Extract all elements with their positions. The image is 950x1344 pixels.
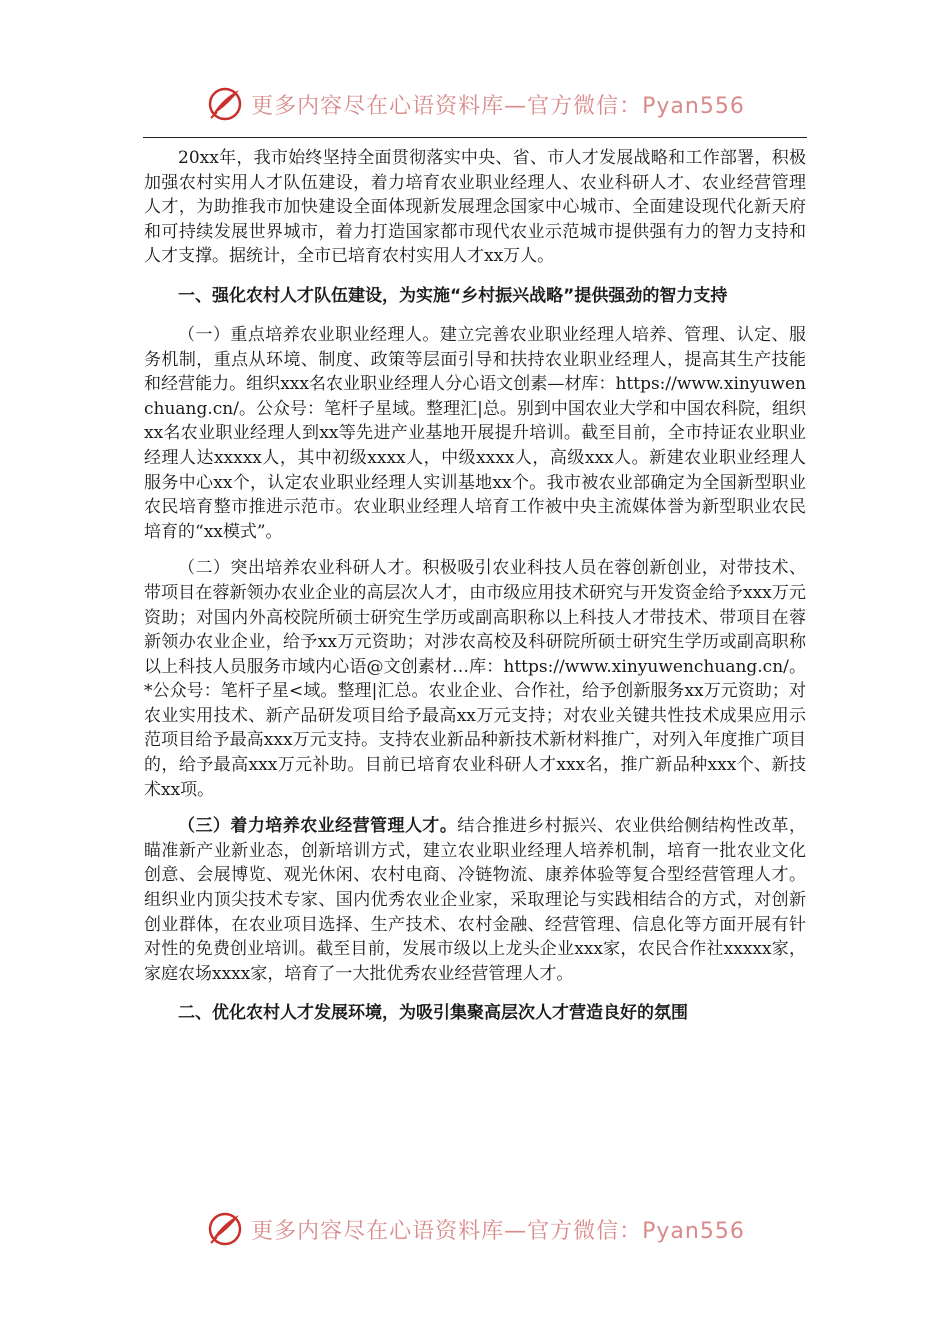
document-body bbox=[144, 146, 806, 1026]
pen-logo-icon bbox=[205, 84, 245, 124]
header-banner-text: 更多内容尽在心语资料库—官方微信：Pyan556 bbox=[251, 93, 745, 119]
subsection-3-body: 结合推进乡村振兴、农业供给侧结构性改革，瞄准新产业新业态，创新培训方式，建立农业职业经理人培养机制，培育一批农业文化创意、会展博览、观光休闲、农村电商、冷链物流、康养体验等复合型经营管理人才。组织业内顶尖技术专家、国内优秀农业企业家，采取理论与实践相结合的方式，对创新创业群体，在农业项目选择、生产技术、农村金融、经营管理、信息化等方面开展有针对性的免费创业培训。截至目前，发展市级以上龙头企业xxx家，农民合作社xxxxx家，家庭农场xxxx家，培育了一大批优秀农业经营管理人才。 bbox=[144, 816, 807, 984]
intro-paragraph: 20xx年，我市始终坚持全面贯彻落实中央、省、市人才发展战略和工作部署，积极加强农村实用人才队伍建设，着力培育农业职业经理人、农业科研人才、农业经营管理人才，为助推我市加快建设全面体现新发展理念国家中心城市、全面建设现代化新天府和可持续发展世界城市，着力打造国家都市现代农业示范城市提供强有力的智力支持和人才支撑。据统计，全市已培育农村实用人才xx万人。 bbox=[144, 148, 806, 267]
header-divider bbox=[143, 137, 807, 138]
section-2-heading: 二、优化农村人才发展环境，为吸引集聚高层次人才营造良好的氛围 bbox=[178, 1003, 688, 1024]
section-1-heading: 一、强化农村人才队伍建设，为实施“乡村振兴战略”提供强劲的智力支持 bbox=[178, 285, 728, 306]
footer-banner-text: 更多内容尽在心语资料库—官方微信：Pyan556 bbox=[251, 1218, 745, 1244]
pen-logo-icon bbox=[205, 1209, 245, 1249]
subsection-3-title: （三）着力培养农业经营管理人才。 bbox=[178, 816, 458, 837]
subsection-2-paragraph: （二）突出培养农业科研人才。积极吸引农业科技人员在蓉创新创业，对带技术、带项目在蓉新领办农业企业的高层次人才，由市级应用技术研究与开发资金给予xxx万元资助；对国内外高校院所硕士研究生学历或副高职称以上科技人才带技术、带项目在蓉新领办农业企业，给予xx万元资助；对涉农高校及科研院所硕士研究生学历或副高职称以上科技人员服务市域内心语@文创素材…库：https://www.xinyuwenchuang.cn/。*公众号：笔杆子星<域。整理|汇总。农业企业、合作社，给予创新服务xx万元资助；对农业实用技术、新产品研发项目给予最高xx万元支持；对农业关键共性技术成果应用示范项目给予最高xxx万元支持。支持农业新品种新技术新材料推广，对列入年度推广项目的，给予最高xxx万元补助。目前已培育农业科研人才xxx名，推广新品种xxx个、新技术xx项。 bbox=[144, 558, 806, 800]
header-banner bbox=[0, 80, 950, 128]
footer-banner bbox=[0, 1205, 950, 1253]
subsection-3-paragraph bbox=[144, 814, 806, 986]
subsection-1-paragraph: （一）重点培养农业职业经理人。建立完善农业职业经理人培养、管理、认定、服务机制，重点从环境、制度、政策等层面引导和扶持农业职业经理人，提高其生产技能和经营能力。组织xxx名农业职业经理人分心语文创素—材库：https://www.xinyuwenchuang.cn/。公众号：笔杆子星域。整理汇|总。别到中国农业大学和中国农科院，组织xx名农业职业经理人到xx等先进产业基地开展提升培训。截至目前，全市持证农业职业经理人达xxxxx人，其中初级xxxx人，中级xxxx人，高级xxx人。新建农业职业经理人服务中心xx个，认定农业职业经理人实训基地xx个。我市被农业部确定为全国新型职业农民培育整市推进示范市。农业职业经理人培育工作被中央主流媒体誉为新型职业农民培育的“xx模式”。 bbox=[144, 324, 806, 542]
